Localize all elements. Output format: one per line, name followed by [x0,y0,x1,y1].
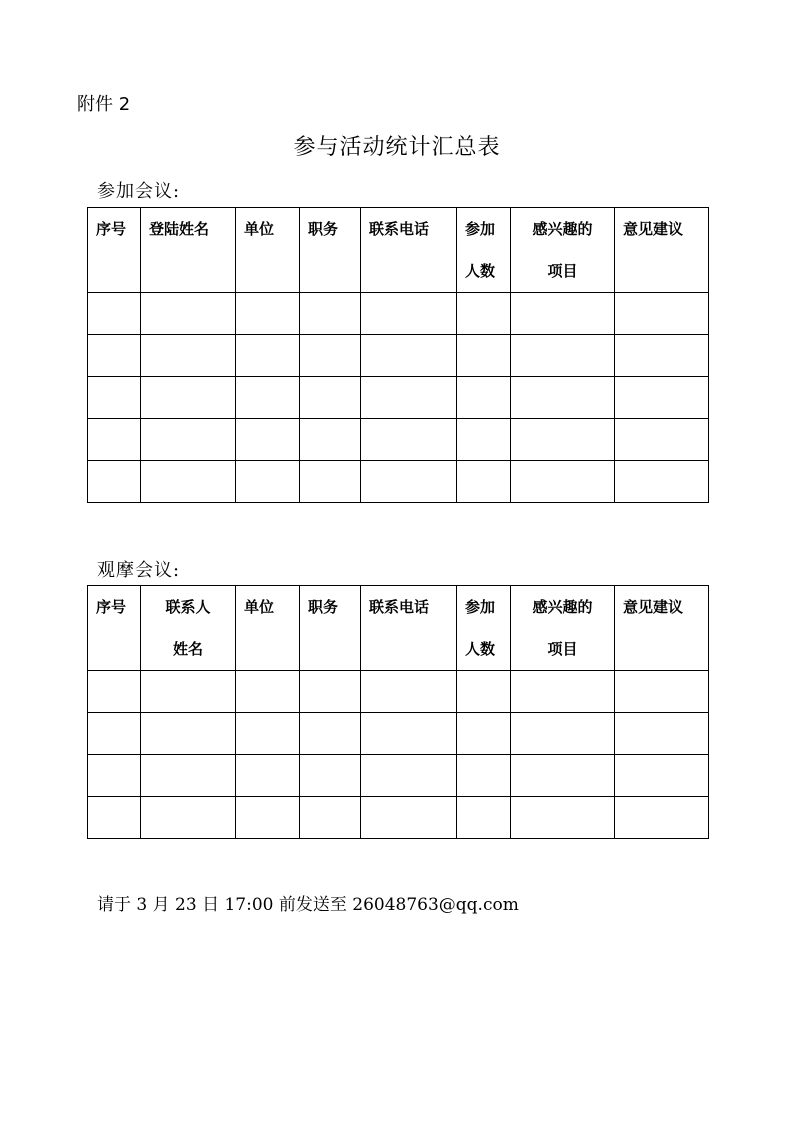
participate-table [87,207,709,503]
header-contact-line2: 姓名 [172,640,203,658]
table-cell[interactable] [300,293,361,335]
table-cell[interactable] [141,293,236,335]
table-cell[interactable] [236,293,300,335]
header-interest [511,208,615,293]
table-cell[interactable] [361,293,457,335]
header-count [457,586,511,671]
table-header-row [88,586,709,671]
header-contact-name [141,586,236,671]
table-cell[interactable] [300,335,361,377]
header-count-line1: 参加 [465,598,496,616]
table-cell[interactable] [236,377,300,419]
header-unit: 单位 [236,208,300,293]
table-cell[interactable] [615,377,709,419]
table-row [88,461,709,503]
table-cell[interactable] [300,713,361,755]
attachment-label: 附件 2 [77,94,131,115]
table-cell[interactable] [457,419,511,461]
table-cell[interactable] [457,671,511,713]
table-cell[interactable] [141,713,236,755]
table-cell[interactable] [457,377,511,419]
table-cell[interactable] [457,755,511,797]
table-cell[interactable] [511,755,615,797]
table-cell[interactable] [511,713,615,755]
table-cell[interactable] [457,713,511,755]
header-interest-line1: 感兴趣的 [532,220,593,238]
table-cell[interactable] [88,293,141,335]
header-phone: 联系电话 [361,586,457,671]
table-cell[interactable] [511,293,615,335]
table-cell[interactable] [88,671,141,713]
table-cell[interactable] [361,797,457,839]
table-cell[interactable] [615,797,709,839]
table-row [88,335,709,377]
table-cell[interactable] [141,797,236,839]
table-cell[interactable] [300,419,361,461]
table-cell[interactable] [361,419,457,461]
table-cell[interactable] [141,419,236,461]
header-login-name: 登陆姓名 [141,208,236,293]
header-interest-line2: 项目 [547,262,578,280]
table-cell[interactable] [88,335,141,377]
table-cell[interactable] [141,755,236,797]
table-cell[interactable] [457,797,511,839]
table-cell[interactable] [457,293,511,335]
table-cell[interactable] [615,293,709,335]
table-cell[interactable] [141,335,236,377]
table-cell[interactable] [300,797,361,839]
table-cell[interactable] [236,797,300,839]
table-cell[interactable] [361,335,457,377]
header-count [457,208,511,293]
table-cell[interactable] [511,419,615,461]
header-contact-line1: 联系人 [165,598,211,616]
table-cell[interactable] [236,335,300,377]
header-seq: 序号 [88,208,141,293]
table-row [88,377,709,419]
table-cell[interactable] [300,671,361,713]
table-row [88,797,709,839]
page-title: 参与活动统计汇总表 [293,135,501,160]
table-cell[interactable] [511,461,615,503]
table-row [88,293,709,335]
header-position: 职务 [300,586,361,671]
submission-note: 请于 3 月 23 日 17:00 前发送至 26048763@qq.com [97,895,519,915]
table-cell[interactable] [300,755,361,797]
table-cell[interactable] [361,461,457,503]
table-cell[interactable] [236,671,300,713]
table-row [88,713,709,755]
header-seq: 序号 [88,586,141,671]
table-cell[interactable] [511,335,615,377]
table-row [88,755,709,797]
table-cell[interactable] [457,335,511,377]
observe-table [87,585,709,839]
header-interest-line2: 项目 [547,640,578,658]
table-cell[interactable] [88,713,141,755]
table-cell[interactable] [361,671,457,713]
table-cell[interactable] [615,671,709,713]
table-row [88,671,709,713]
table-cell[interactable] [615,461,709,503]
header-unit: 单位 [236,586,300,671]
table-header-row [88,208,709,293]
table-cell[interactable] [88,461,141,503]
table-cell[interactable] [88,419,141,461]
table-cell[interactable] [236,461,300,503]
table-cell[interactable] [141,377,236,419]
table-cell[interactable] [236,419,300,461]
table-cell[interactable] [141,671,236,713]
table-cell[interactable] [88,377,141,419]
section-label-participate: 参加会议: [97,181,181,202]
table-cell[interactable] [300,461,361,503]
header-advice: 意见建议 [615,586,709,671]
table-cell[interactable] [615,755,709,797]
table-cell[interactable] [300,377,361,419]
header-interest [511,586,615,671]
header-advice: 意见建议 [615,208,709,293]
table-cell[interactable] [88,755,141,797]
table-cell[interactable] [88,797,141,839]
table-cell[interactable] [511,797,615,839]
header-position: 职务 [300,208,361,293]
table-cell[interactable] [615,713,709,755]
table-cell[interactable] [457,461,511,503]
table-cell[interactable] [615,419,709,461]
table-cell[interactable] [141,461,236,503]
table-cell[interactable] [615,335,709,377]
header-count-line1: 参加 [465,220,496,238]
table-cell[interactable] [511,671,615,713]
table-cell[interactable] [236,755,300,797]
header-phone: 联系电话 [361,208,457,293]
table-cell[interactable] [361,713,457,755]
header-interest-line1: 感兴趣的 [532,598,593,616]
header-count-line2: 人数 [465,262,496,280]
section-label-observe: 观摩会议: [97,560,181,581]
table-row [88,419,709,461]
table-cell[interactable] [361,377,457,419]
table-cell[interactable] [511,377,615,419]
table-cell[interactable] [236,713,300,755]
header-count-line2: 人数 [465,640,496,658]
table-cell[interactable] [361,755,457,797]
